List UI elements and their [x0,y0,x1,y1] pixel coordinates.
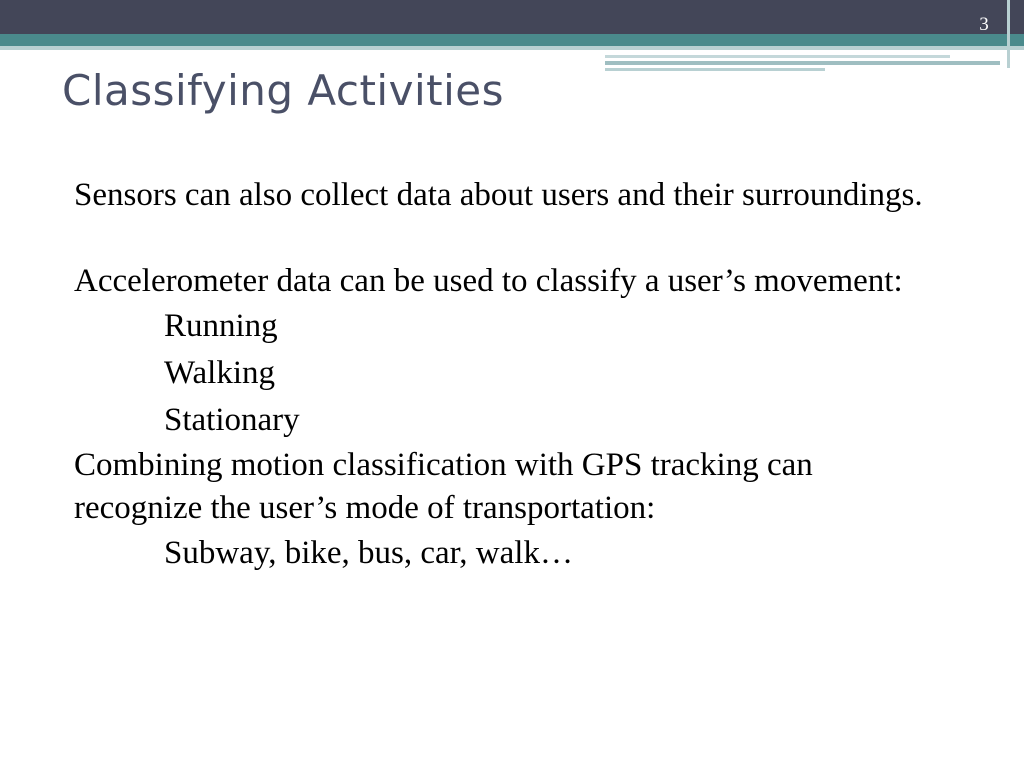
movement-item-running: Running [164,308,278,344]
decorative-vertical-line [1007,0,1010,68]
decorative-line [605,68,825,71]
header-accent-stripe [0,34,1024,46]
decorative-line [605,61,1000,65]
slide-content [74,174,974,576]
decorative-line [605,55,950,58]
paragraph-gps: Combining motion classification with GPS tracking can recognize the user’s mode of transportation: [74,447,813,526]
header-band [0,0,1024,34]
movement-item-stationary: Stationary [164,402,300,438]
movement-item-walking: Walking [164,355,275,391]
slide-number: 3 [979,14,989,35]
paragraph-accelerometer: Accelerometer data can be used to classify a user’s movement: [74,263,903,299]
header-light-stripe [0,46,1024,50]
paragraph-sensors: Sensors can also collect data about users and their surroundings. [74,177,923,213]
slide-title: Classifying Activities [62,66,504,115]
paragraph-spacer [74,217,974,260]
transport-modes: Subway, bike, bus, car, walk… [164,535,573,571]
